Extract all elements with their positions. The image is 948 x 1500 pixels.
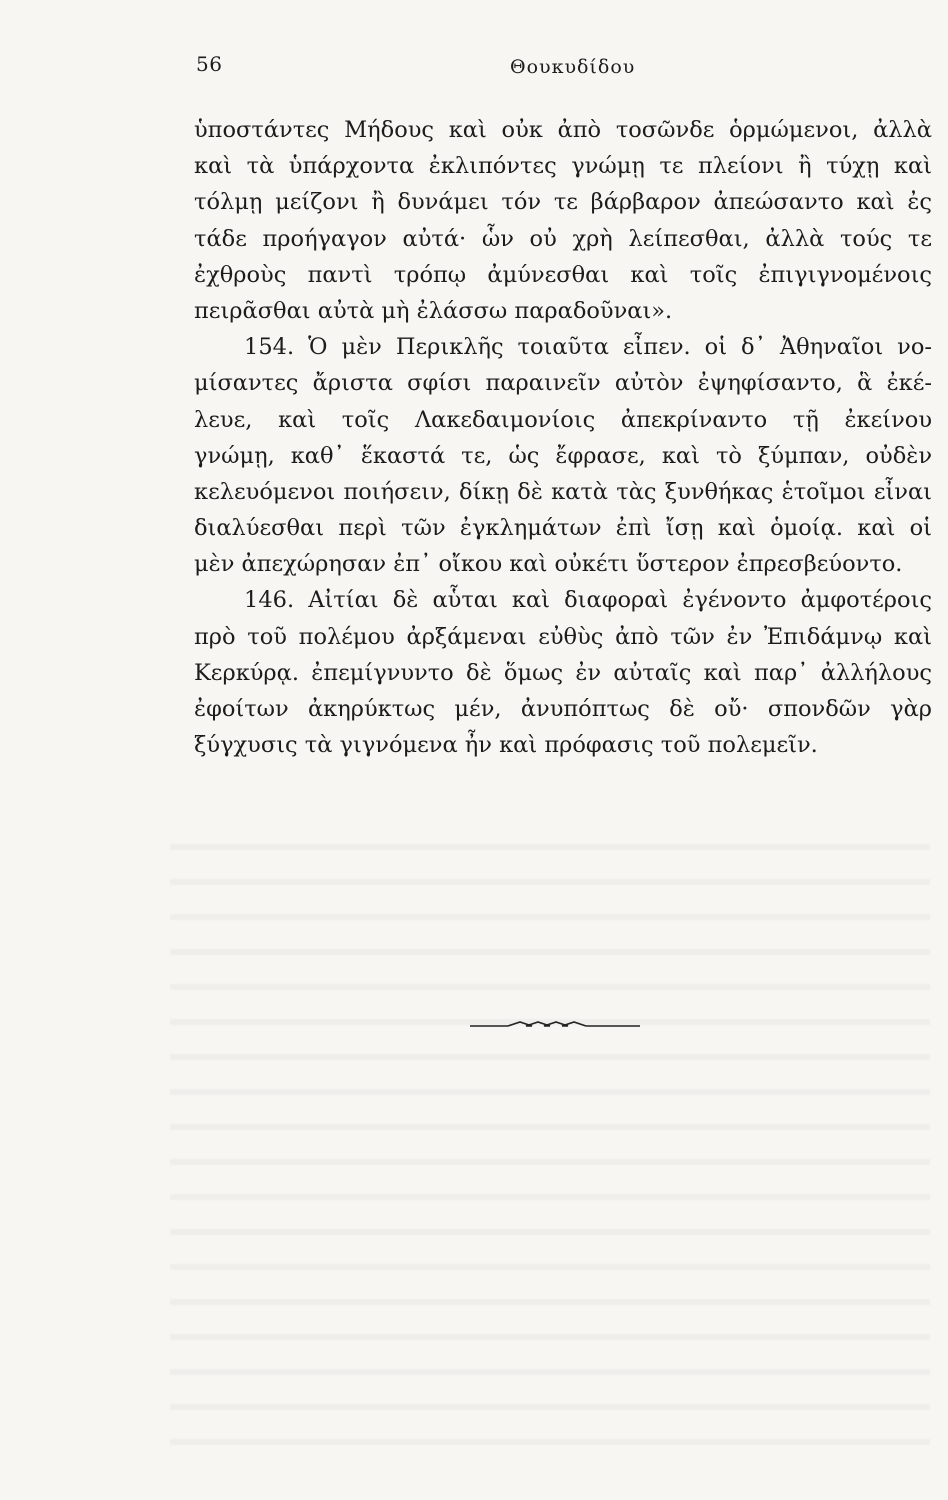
text-line: τόλμῃ μείζονι ἢ δυνάμει τόν τε βάρβαρον ἀπεώσαντο καὶ ἐς (194, 189, 932, 216)
end-ornament (470, 1018, 640, 1032)
text-line: μὲν ἀπεχώρησαν ἐπ᾽ οἴκου καὶ οὐκέτι ὕστερον ἐπρεσβεύοντο. (194, 551, 903, 578)
text-line: πειρᾶσθαι αὐτὰ μὴ ἐλάσσω παραδοῦναι». (194, 297, 673, 324)
page-number: 56 (196, 52, 223, 76)
text-line: τάδε προήγαγον αὐτά· ὧν οὐ χρὴ λείπεσθαι, ἀλλὰ τούς τε (194, 225, 932, 252)
text-line: διαλύεσθαι περὶ τῶν ἐγκλημάτων ἐπὶ ἴσῃ καὶ ὁμοίᾳ. καὶ οἱ (194, 515, 932, 542)
text-line: Κερκύρᾳ. ἐπεμίγνυντο δὲ ὅμως ἐν αὐταῖς καὶ παρ᾽ ἀλλήλους (194, 659, 932, 686)
running-title: Θουκυδίδου (510, 56, 636, 78)
text-line: καὶ τὰ ὑπάρχοντα ἐκλιπόντες γνώμῃ τε πλείονι ἢ τύχῃ καὶ (194, 153, 932, 180)
show-through-texture (170, 820, 930, 1460)
text-line: λευε, καὶ τοῖς Λακεδαιμονίοις ἀπεκρίναντο τῇ ἐκείνου (194, 406, 932, 433)
page-header (196, 52, 936, 84)
text-line: κελευόμενοι ποιήσειν, δίκῃ δὲ κατὰ τὰς ξυνθήκας ἑτοῖμοι εἶναι (194, 478, 932, 505)
text-line: πρὸ τοῦ πολέμου ἀρξάμεναι εὐθὺς ἀπὸ τῶν ἐν Ἐπιδάμνῳ καὶ (194, 623, 932, 650)
text-line: ἐχθροὺς παντὶ τρόπῳ ἀμύνεσθαι καὶ τοῖς ἐπιγιγνομένοις (194, 261, 932, 288)
body-text (194, 112, 932, 763)
text-line: 146. Αἰτίαι δὲ αὗται καὶ διαφοραὶ ἐγένοντο ἀμφοτέροις (244, 587, 932, 614)
text-line: μίσαντες ἄριστα σφίσι παραινεῖν αὐτὸν ἐψηφίσαντο, ἃ ἐκέ- (194, 370, 932, 397)
text-line: ἐφοίτων ἀκηρύκτως μέν, ἀνυπόπτως δὲ οὔ· σπονδῶν γὰρ (194, 696, 932, 722)
text-line: 154. Ὁ μὲν Περικλῆς τοιαῦτα εἶπεν. οἱ δ᾽ Ἀθηναῖοι νο- (244, 334, 932, 361)
text-line: ὑποστάντες Μήδους καὶ οὐκ ἀπὸ τοσῶνδε ὁρμώμενοι, ἀλλὰ (194, 117, 932, 143)
text-line: ξύγχυσις τὰ γιγνόμενα ἦν καὶ πρόφασις τοῦ πολεμεῖν. (194, 732, 818, 759)
text-line: γνώμῃ, καθ᾽ ἕκαστά τε, ὡς ἔφρασε, καὶ τὸ ξύμπαν, οὐδὲν (194, 442, 932, 469)
